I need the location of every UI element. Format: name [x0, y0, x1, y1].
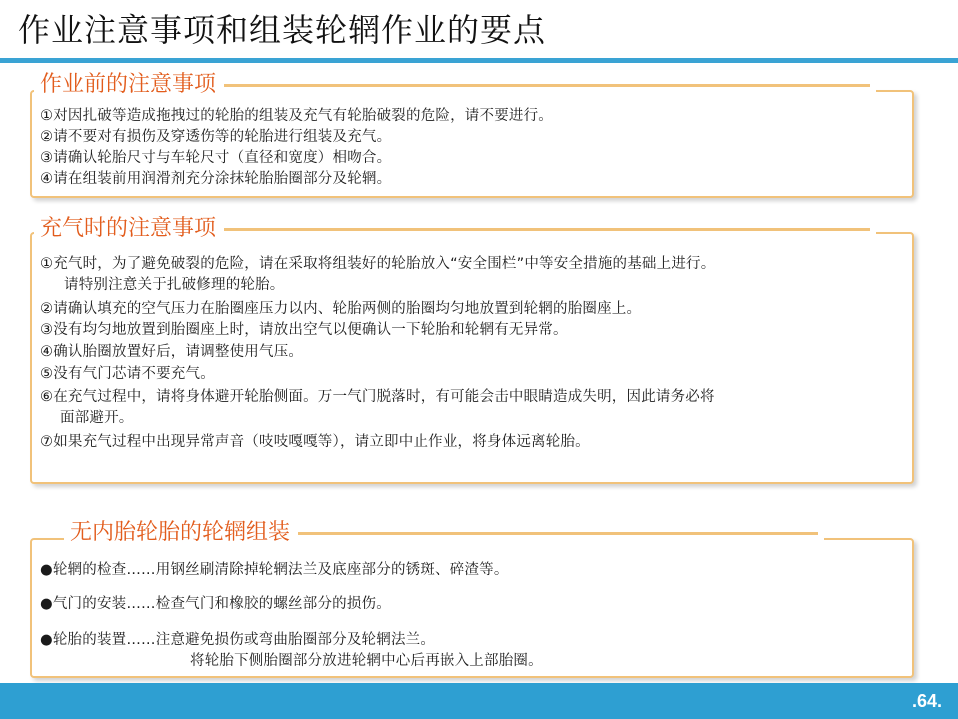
page-title: 作业注意事项和组装轮辋作业的要点: [18, 11, 547, 49]
list-item: ⑥在充气过程中，请将身体避开轮胎侧面。万一气门脱落时，有可能会击中眼睛造成失明，因此请务必将: [40, 389, 715, 405]
list-item: ●轮辋的检查……用钢丝刷清除掉轮辋法兰及底座部分的锈斑、碎渣等。: [40, 562, 509, 578]
list-item: ③请确认轮胎尺寸与车轮尺寸（直径和宽度）相吻合。: [40, 150, 392, 166]
section-tubeless-heading: [64, 520, 824, 546]
title-divider: [0, 58, 958, 63]
footer-bar: [0, 683, 958, 719]
list-item: ③没有均匀地放置到胎圈座上时，请放出空气以便确认一下轮胎和轮辋有无异常。: [40, 322, 568, 338]
page-number: .64.: [911, 691, 942, 711]
section-before-work-heading: [34, 72, 876, 98]
list-item: 请特别注意关于扎破修理的轮胎。: [64, 277, 285, 293]
section-heading-text: 充气时的注意事项: [40, 216, 217, 241]
list-item: ②请确认填充的空气压力在胎圈座压力以内、轮胎两侧的胎圈均匀地放置到轮辋的胎圈座上。: [40, 301, 642, 317]
list-item: ④确认胎圈放置好后，请调整使用气压。: [40, 344, 304, 360]
list-item: ●轮胎的装置……注意避免损伤或弯曲胎圈部分及轮辋法兰。: [40, 632, 436, 648]
section-heading-text: 无内胎轮胎的轮辋组装: [70, 520, 291, 545]
list-item: ②请不要对有损伤及穿透伤等的轮胎进行组装及充气。: [40, 129, 392, 145]
list-item: ⑦如果充气过程中出现异常声音（吱吱嘎嘎等），请立即中止作业，将身体远离轮胎。: [40, 434, 590, 450]
list-item: ①充气时，为了避免破裂的危险，请在采取将组装好的轮胎放入“安全围栏”中等安全措施的基础上进行。: [40, 256, 716, 272]
heading-rule: [298, 532, 818, 535]
list-item: ④请在组装前用润滑剂充分涂抹轮胎胎圈部分及轮辋。: [40, 171, 392, 187]
list-item: 面部避开。: [60, 410, 134, 426]
section-heading-text: 作业前的注意事项: [40, 72, 217, 97]
list-item: 将轮胎下侧胎圈部分放进轮辋中心后再嵌入上部胎圈。: [190, 653, 543, 669]
section-inflation-heading: [34, 216, 876, 242]
list-item: ●气门的安装……检查气门和橡胶的螺丝部分的损伤。: [40, 596, 391, 612]
heading-rule: [224, 84, 870, 87]
list-item: ①对因扎破等造成拖拽过的轮胎的组装及充气有轮胎破裂的危险，请不要进行。: [40, 108, 553, 124]
heading-rule: [224, 228, 870, 231]
list-item: ⑤没有气门芯请不要充气。: [40, 366, 215, 382]
